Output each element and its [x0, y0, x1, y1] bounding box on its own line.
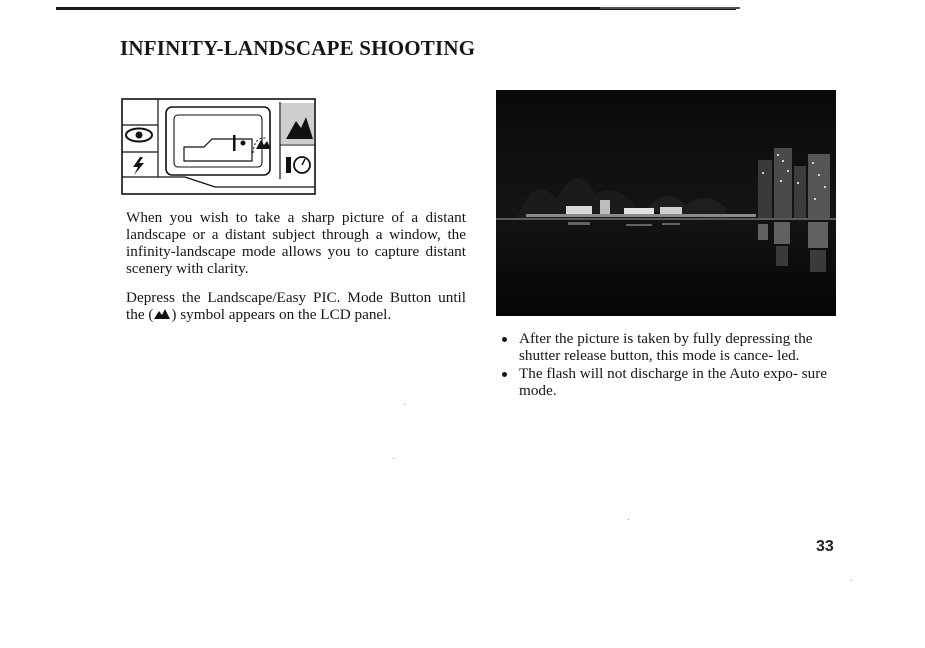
scan-speck: [851, 580, 852, 581]
bullet-dot-icon: [502, 337, 507, 342]
lcd-panel-illustration: [120, 97, 318, 197]
night-lake-landscape-photo: [496, 90, 836, 316]
paragraph-instruction: [126, 289, 466, 323]
note-item-1: [500, 330, 842, 364]
note-text-2: The flash will not discharge in the Auto expo- sure mode.: [519, 365, 828, 399]
note-item-2: [500, 365, 842, 399]
scan-speck: [404, 404, 405, 405]
page-title: INFINITY-LANDSCAPE SHOOTING: [120, 36, 476, 60]
photo-drawing: [496, 90, 836, 316]
scan-speck: [393, 458, 394, 459]
paragraph-intro: [126, 209, 466, 277]
notes-list: [500, 330, 842, 400]
note-text-1: After the picture is taken by fully depressing the shutter release button, this mode is cance- led.: [519, 330, 813, 364]
landscape-symbol-icon: [153, 308, 171, 320]
page-number: 33: [816, 538, 834, 555]
instruction-text-end: ) symbol appears on the LCD panel.: [171, 306, 392, 323]
top-rule-fade: [600, 7, 740, 9]
scan-speck: [628, 519, 629, 520]
paragraph-intro-text: When you wish to take a sharp picture of a distant landscape or a distant subject through a window, the infinity-landscape mode allows you to capture distant scenery with clarity.: [126, 209, 466, 277]
instruction-text-start: Depress the Landscape/Easy PIC. Mode Button until the (: [126, 289, 466, 323]
bullet-dot-icon: [502, 372, 507, 377]
lcd-panel-drawing: [120, 97, 318, 197]
